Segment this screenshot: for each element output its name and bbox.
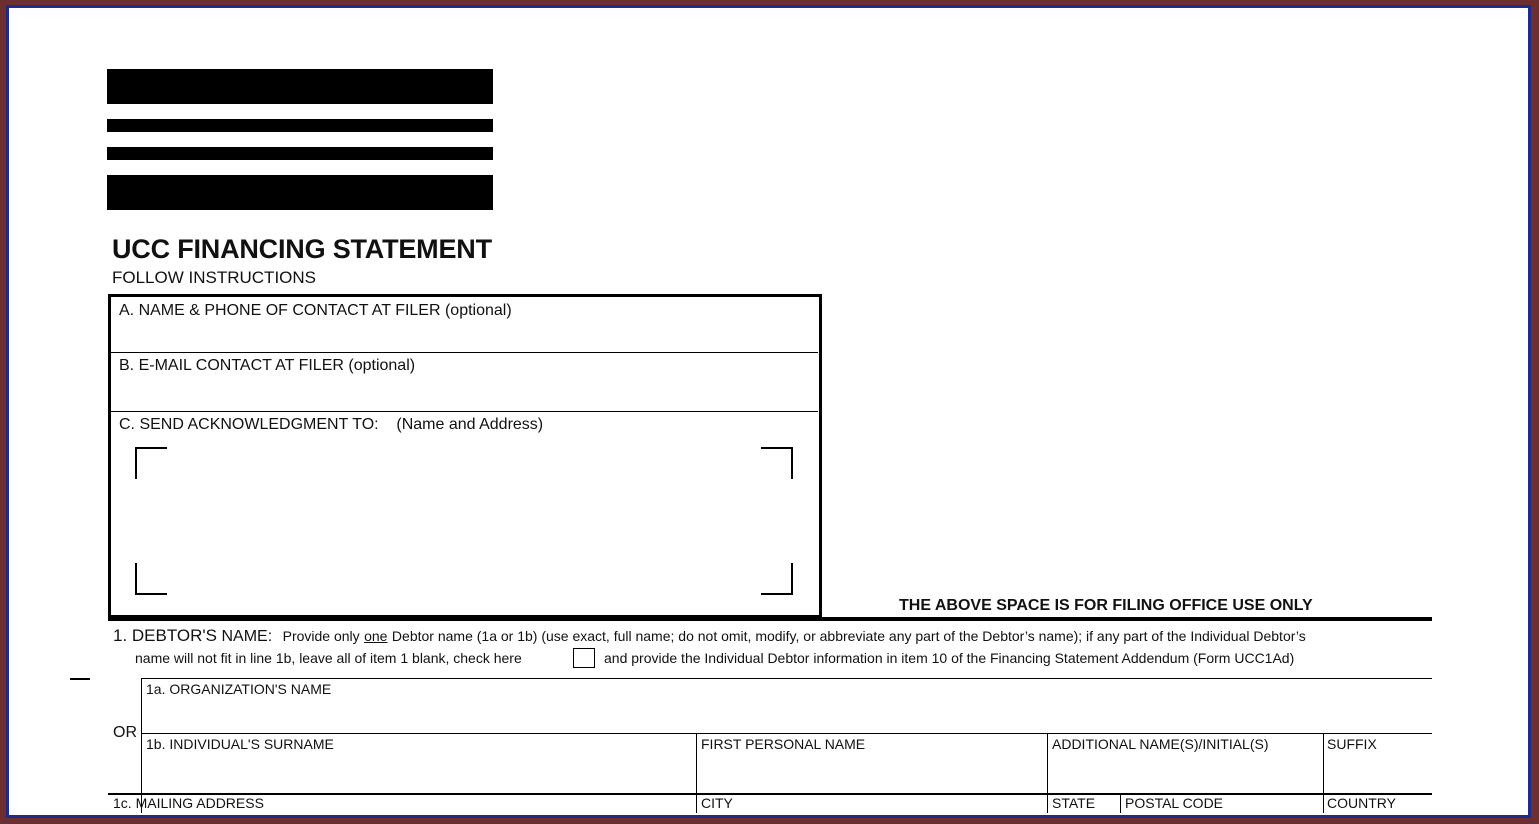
postal-code-label: POSTAL CODE xyxy=(1125,795,1224,811)
debtor-instr-2b: and provide the Individual Debtor information in item 10 of the Financing Statement Addendum (Form UCC1Ad) xyxy=(604,650,1295,666)
divider-bc xyxy=(111,411,818,412)
section-c-hint: (Name and Address) xyxy=(396,416,544,433)
debtor-name-label: NAME: xyxy=(221,628,273,645)
state-label: STATE xyxy=(1052,795,1096,811)
form-subtitle: FOLLOW INSTRUCTIONS xyxy=(112,268,317,287)
corner-bottom-left-icon xyxy=(135,563,167,595)
section-c-title: C. SEND ACKNOWLEDGMENT TO: xyxy=(119,416,379,433)
header-bar-3 xyxy=(107,147,493,160)
form-page xyxy=(17,16,1530,813)
debtor-heading xyxy=(113,626,1306,646)
section-b-label: B. E-MAIL CONTACT AT FILER (optional) xyxy=(119,357,416,374)
corner-bottom-right-icon xyxy=(761,563,793,595)
form-title: UCC FINANCING STATEMENT xyxy=(112,234,492,264)
debtor-instr-1a: Provide only xyxy=(282,628,360,644)
or-label: OR xyxy=(113,724,137,741)
margin-tick xyxy=(70,678,90,680)
debtor-number: 1. DEBTOR'S xyxy=(113,626,218,645)
country-label: COUNTRY xyxy=(1327,795,1396,811)
suffix-label: SUFFIX xyxy=(1327,736,1377,752)
city-label: CITY xyxy=(701,795,733,811)
debtor-instr-1b: Debtor name (1a or 1b) (use exact, full name; do not omit, modify, or abbreviate any part of the Debtor’s name); if any part of the Individual Debtor’s xyxy=(391,628,1306,644)
office-use-rule xyxy=(108,617,1432,621)
header-bar-4 xyxy=(107,175,493,210)
org-name-field[interactable] xyxy=(142,679,1432,733)
office-use-note: THE ABOVE SPACE IS FOR FILING OFFICE USE ONLY xyxy=(899,597,1313,614)
debtor-instr-2a: name will not fit in line 1b, leave all of item 1 blank, check here xyxy=(135,650,522,666)
debtor-instr-one: one xyxy=(364,628,388,644)
mailing-address-label: 1c. MAILING ADDRESS xyxy=(113,795,264,811)
row-rule-1c xyxy=(108,793,1432,795)
header-bar-1 xyxy=(107,69,493,104)
additional-name-label: ADDITIONAL NAME(S)/INITIAL(S) xyxy=(1052,736,1269,752)
inner-frame xyxy=(6,5,1531,818)
org-name-label: 1a. ORGANIZATION'S NAME xyxy=(146,681,332,697)
corner-top-right-icon xyxy=(761,447,793,479)
section-c-label xyxy=(119,416,543,434)
header-bar-2 xyxy=(107,119,493,132)
corner-top-left-icon xyxy=(135,447,167,479)
individual-debtor-checkbox[interactable] xyxy=(573,648,595,668)
col-rule-postal xyxy=(1120,793,1121,813)
surname-label: 1b. INDIVIDUAL'S SURNAME xyxy=(146,736,334,752)
first-name-label: FIRST PERSONAL NAME xyxy=(701,736,866,752)
section-a-label: A. NAME & PHONE OF CONTACT AT FILER (optional) xyxy=(119,302,512,319)
filer-box xyxy=(108,294,822,618)
